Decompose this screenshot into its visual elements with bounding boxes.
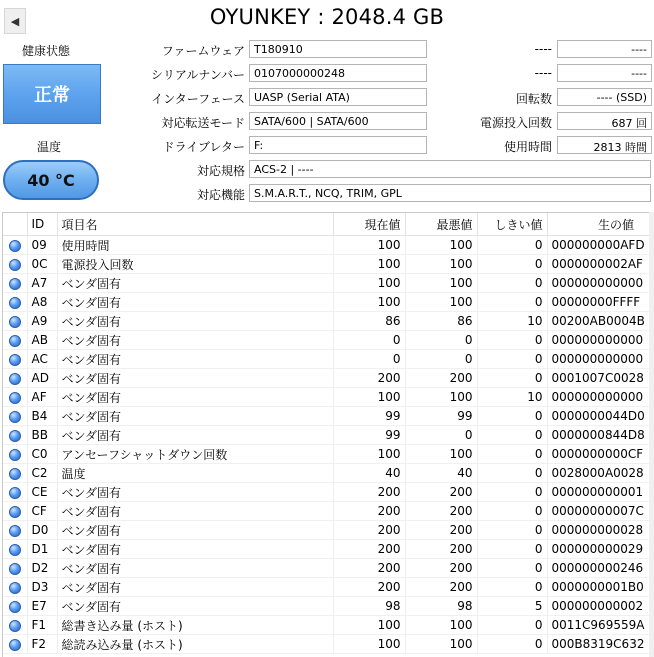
row-threshold: 0 — [477, 255, 547, 274]
row-current: 99 — [333, 407, 405, 426]
status-ok-icon — [9, 354, 21, 366]
status-cell — [3, 616, 27, 635]
table-row[interactable] — [3, 274, 654, 293]
row-raw: 000000000000 — [547, 331, 654, 350]
status-cell — [3, 388, 27, 407]
row-id: C2 — [27, 464, 57, 483]
row-current: 200 — [333, 540, 405, 559]
table-row[interactable] — [3, 464, 654, 483]
row-current: 100 — [333, 616, 405, 635]
status-cell — [3, 274, 27, 293]
row-id: AC — [27, 350, 57, 369]
row-name: ベンダ固有 — [57, 578, 333, 597]
table-row[interactable] — [3, 312, 654, 331]
row-raw: 000000000000 — [547, 388, 654, 407]
row-current: 100 — [333, 388, 405, 407]
standard-label: 対応規格 — [196, 164, 245, 178]
row-raw: 00000000007C — [547, 502, 654, 521]
row-raw: 000000000029 — [547, 540, 654, 559]
row-threshold: 0 — [477, 331, 547, 350]
table-row[interactable] — [3, 426, 654, 445]
header-id[interactable]: ID — [27, 213, 57, 236]
standard-field: ACS-2 | ---- — [249, 160, 651, 178]
row-id: AF — [27, 388, 57, 407]
row-id: CF — [27, 502, 57, 521]
status-ok-icon — [9, 411, 21, 423]
status-cell — [3, 236, 27, 255]
row-worst: 40 — [405, 464, 477, 483]
right-label-2: ---- — [534, 66, 552, 80]
row-worst: 200 — [405, 578, 477, 597]
row-name: ベンダ固有 — [57, 350, 333, 369]
disk-title: OYUNKEY : 2048.4 GB — [209, 5, 445, 29]
row-current: 100 — [333, 274, 405, 293]
row-current: 100 — [333, 635, 405, 654]
table-row[interactable] — [3, 521, 654, 540]
row-raw: 000000000AFD — [547, 236, 654, 255]
row-threshold: 0 — [477, 616, 547, 635]
row-worst: 200 — [405, 559, 477, 578]
row-worst: 200 — [405, 540, 477, 559]
row-id: AD — [27, 369, 57, 388]
status-ok-icon — [9, 297, 21, 309]
firmware-field: T180910 — [249, 40, 427, 58]
row-name: ベンダ固有 — [57, 426, 333, 445]
table-row[interactable] — [3, 236, 654, 255]
status-ok-icon — [9, 278, 21, 290]
header-raw[interactable]: 生の値 — [547, 213, 654, 236]
row-raw: 0000000844D8 — [547, 426, 654, 445]
table-row[interactable] — [3, 255, 654, 274]
table-scrollbar[interactable] — [649, 212, 654, 657]
row-raw: 0000000002AF — [547, 255, 654, 274]
row-name: ベンダ固有 — [57, 407, 333, 426]
row-id: BB — [27, 426, 57, 445]
row-name: ベンダ固有 — [57, 369, 333, 388]
temperature-button[interactable]: 40 °C — [3, 160, 99, 200]
row-threshold: 0 — [477, 540, 547, 559]
row-id: D1 — [27, 540, 57, 559]
row-raw: 00200AB0004B — [547, 312, 654, 331]
status-cell — [3, 483, 27, 502]
status-cell — [3, 559, 27, 578]
transfer-mode-label: 対応転送モード — [161, 116, 245, 130]
table-row[interactable] — [3, 483, 654, 502]
right-label-1: ---- — [534, 42, 552, 56]
features-label: 対応機能 — [196, 188, 245, 202]
row-current: 200 — [333, 502, 405, 521]
row-raw: 000000000000 — [547, 274, 654, 293]
row-name: 総読み込み量 (ホスト) — [57, 635, 333, 654]
row-threshold: 0 — [477, 578, 547, 597]
status-ok-icon — [9, 259, 21, 271]
status-cell — [3, 464, 27, 483]
status-cell — [3, 635, 27, 654]
status-ok-icon — [9, 601, 21, 613]
row-worst: 100 — [405, 293, 477, 312]
header-worst[interactable]: 最悪値 — [405, 213, 477, 236]
interface-label: インターフェース — [151, 92, 245, 106]
power-count-field: 687 回 — [557, 112, 652, 130]
row-current: 86 — [333, 312, 405, 331]
row-current: 200 — [333, 521, 405, 540]
row-id: F2 — [27, 635, 57, 654]
row-current: 100 — [333, 445, 405, 464]
header-status[interactable] — [3, 213, 27, 236]
row-threshold: 0 — [477, 521, 547, 540]
row-threshold: 0 — [477, 445, 547, 464]
row-name: ベンダ固有 — [57, 483, 333, 502]
row-id: B4 — [27, 407, 57, 426]
power-count-label: 電源投入回数 — [479, 116, 552, 130]
status-cell — [3, 255, 27, 274]
header-current[interactable]: 現在値 — [333, 213, 405, 236]
header-name[interactable]: 項目名 — [57, 213, 333, 236]
table-row[interactable] — [3, 578, 654, 597]
row-current: 100 — [333, 236, 405, 255]
row-name: ベンダ固有 — [57, 540, 333, 559]
row-worst: 200 — [405, 521, 477, 540]
row-worst: 100 — [405, 445, 477, 464]
row-worst: 99 — [405, 407, 477, 426]
row-name: ベンダ固有 — [57, 293, 333, 312]
interface-field: UASP (Serial ATA) — [249, 88, 427, 106]
triangle-left-icon: ◀ — [10, 14, 20, 28]
status-cell — [3, 350, 27, 369]
status-ok-icon — [9, 639, 21, 651]
row-name: ベンダ固有 — [57, 597, 333, 616]
table-row[interactable] — [3, 350, 654, 369]
table-row[interactable] — [3, 445, 654, 464]
row-raw: 000000000028 — [547, 521, 654, 540]
row-worst: 98 — [405, 597, 477, 616]
row-raw: 0028000A0028 — [547, 464, 654, 483]
status-ok-icon — [9, 373, 21, 385]
status-cell — [3, 293, 27, 312]
row-id: A8 — [27, 293, 57, 312]
status-ok-icon — [9, 335, 21, 347]
row-id: 09 — [27, 236, 57, 255]
row-raw: 0000000044D0 — [547, 407, 654, 426]
smart-attribute-table[interactable] — [2, 212, 654, 657]
row-name: 総書き込み量 (ホスト) — [57, 616, 333, 635]
row-current: 100 — [333, 293, 405, 312]
row-worst: 100 — [405, 236, 477, 255]
row-name: ベンダ固有 — [57, 331, 333, 350]
row-name: アンセーフシャットダウン回数 — [57, 445, 333, 464]
row-threshold: 0 — [477, 502, 547, 521]
drive-letter-field: F: — [249, 136, 427, 154]
status-cell — [3, 521, 27, 540]
right-field-1: ---- — [557, 40, 652, 58]
row-raw: 000000000000 — [547, 350, 654, 369]
row-name: ベンダ固有 — [57, 521, 333, 540]
table-row[interactable] — [3, 331, 654, 350]
right-field-2: ---- — [557, 64, 652, 82]
row-threshold: 0 — [477, 369, 547, 388]
row-worst: 100 — [405, 255, 477, 274]
row-threshold: 0 — [477, 407, 547, 426]
row-worst: 100 — [405, 635, 477, 654]
transfer-mode-field: SATA/600 | SATA/600 — [249, 112, 427, 130]
row-current: 200 — [333, 559, 405, 578]
table-row[interactable] — [3, 407, 654, 426]
row-threshold: 0 — [477, 236, 547, 255]
row-current: 200 — [333, 578, 405, 597]
table-row[interactable] — [3, 559, 654, 578]
status-ok-icon — [9, 487, 21, 499]
row-id: AB — [27, 331, 57, 350]
row-id: A9 — [27, 312, 57, 331]
row-threshold: 0 — [477, 464, 547, 483]
table-row[interactable] — [3, 597, 654, 616]
row-name: 使用時間 — [57, 236, 333, 255]
status-cell — [3, 578, 27, 597]
status-ok-icon — [9, 449, 21, 461]
row-threshold: 10 — [477, 388, 547, 407]
status-cell — [3, 445, 27, 464]
row-id: D2 — [27, 559, 57, 578]
status-cell — [3, 502, 27, 521]
row-worst: 0 — [405, 350, 477, 369]
row-id: E7 — [27, 597, 57, 616]
row-worst: 0 — [405, 426, 477, 445]
row-id: F1 — [27, 616, 57, 635]
row-threshold: 0 — [477, 559, 547, 578]
status-cell — [3, 597, 27, 616]
health-status-button[interactable]: 正常 — [3, 64, 101, 124]
row-threshold: 0 — [477, 483, 547, 502]
row-threshold: 5 — [477, 597, 547, 616]
row-worst: 100 — [405, 388, 477, 407]
status-cell — [3, 540, 27, 559]
row-raw: 000000000001 — [547, 483, 654, 502]
status-ok-icon — [9, 620, 21, 632]
rotation-label: 回転数 — [515, 92, 552, 106]
status-cell — [3, 312, 27, 331]
row-name: ベンダ固有 — [57, 388, 333, 407]
table-row[interactable] — [3, 635, 654, 654]
row-id: D0 — [27, 521, 57, 540]
row-worst: 200 — [405, 369, 477, 388]
row-current: 100 — [333, 255, 405, 274]
status-ok-icon — [9, 525, 21, 537]
table-row[interactable] — [3, 388, 654, 407]
power-hours-field: 2813 時間 — [557, 136, 652, 154]
row-threshold: 0 — [477, 293, 547, 312]
status-ok-icon — [9, 544, 21, 556]
power-hours-label: 使用時間 — [503, 140, 552, 154]
row-id: A7 — [27, 274, 57, 293]
row-raw: 000000000002 — [547, 597, 654, 616]
row-current: 98 — [333, 597, 405, 616]
row-name: ベンダ固有 — [57, 502, 333, 521]
row-worst: 86 — [405, 312, 477, 331]
rotation-field: ---- (SSD) — [557, 88, 652, 106]
drive-letter-label: ドライブレター — [162, 140, 245, 154]
row-raw: 0011C969559A — [547, 616, 654, 635]
row-raw: 000000000246 — [547, 559, 654, 578]
status-ok-icon — [9, 582, 21, 594]
serial-label: シリアルナンバー — [150, 68, 245, 82]
row-threshold: 0 — [477, 635, 547, 654]
status-ok-icon — [9, 430, 21, 442]
row-threshold: 0 — [477, 426, 547, 445]
row-current: 0 — [333, 350, 405, 369]
status-ok-icon — [9, 240, 21, 252]
table-row[interactable] — [3, 502, 654, 521]
status-ok-icon — [9, 563, 21, 575]
status-cell — [3, 407, 27, 426]
row-name: ベンダ固有 — [57, 559, 333, 578]
temperature-label: 温度 — [37, 140, 62, 154]
row-threshold: 10 — [477, 312, 547, 331]
row-raw: 000B8319C632 — [547, 635, 654, 654]
row-worst: 200 — [405, 502, 477, 521]
serial-field: 0107000000248 — [249, 64, 427, 82]
row-worst: 200 — [405, 483, 477, 502]
row-worst: 100 — [405, 274, 477, 293]
row-name: 温度 — [57, 464, 333, 483]
table-row[interactable] — [3, 540, 654, 559]
row-name: ベンダ固有 — [57, 274, 333, 293]
firmware-label: ファームウェア — [161, 44, 245, 58]
header-threshold[interactable]: しきい値 — [477, 213, 547, 236]
row-raw: 00000000FFFF — [547, 293, 654, 312]
status-ok-icon — [9, 392, 21, 404]
row-name: ベンダ固有 — [57, 312, 333, 331]
row-current: 99 — [333, 426, 405, 445]
row-raw: 0000000000CF — [547, 445, 654, 464]
status-cell — [3, 331, 27, 350]
row-threshold: 0 — [477, 274, 547, 293]
table-row[interactable] — [3, 616, 654, 635]
status-cell — [3, 426, 27, 445]
features-field: S.M.A.R.T., NCQ, TRIM, GPL — [249, 184, 651, 202]
status-ok-icon — [9, 506, 21, 518]
row-raw: 0001007C0028 — [547, 369, 654, 388]
row-id: CE — [27, 483, 57, 502]
table-header-row — [3, 213, 654, 236]
row-id: 0C — [27, 255, 57, 274]
status-cell — [3, 369, 27, 388]
row-current: 0 — [333, 331, 405, 350]
row-id: D3 — [27, 578, 57, 597]
status-ok-icon — [9, 468, 21, 480]
status-ok-icon — [9, 316, 21, 328]
row-current: 200 — [333, 483, 405, 502]
row-id: C0 — [27, 445, 57, 464]
health-label: 健康状態 — [22, 44, 71, 58]
row-name: 電源投入回数 — [57, 255, 333, 274]
table-row[interactable] — [3, 369, 654, 388]
row-current: 40 — [333, 464, 405, 483]
table-row[interactable] — [3, 293, 654, 312]
row-worst: 0 — [405, 331, 477, 350]
row-worst: 100 — [405, 616, 477, 635]
row-raw: 0000000001B0 — [547, 578, 654, 597]
row-current: 200 — [333, 369, 405, 388]
row-threshold: 0 — [477, 350, 547, 369]
